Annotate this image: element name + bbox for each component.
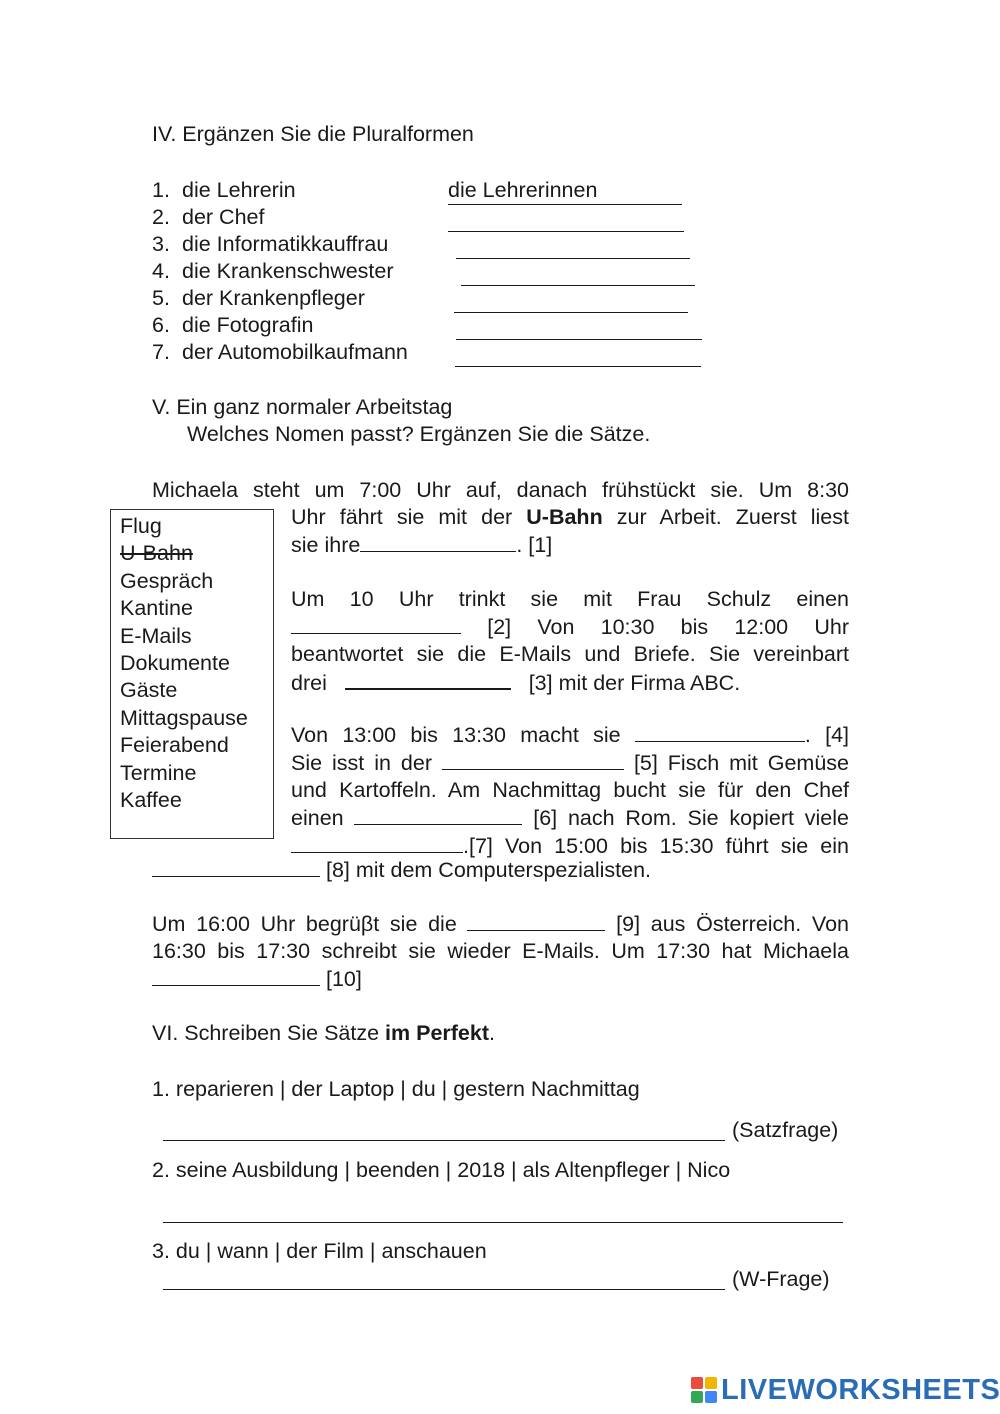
paragraph-4: Um 16:00 Uhr begrüβt sie die [9] aus Österreich. Von 16:30 bis 17:30 schreibt sie wieder E-Mails. Um 17:30 hat Michaela [10] [152,912,849,991]
section-4-title: IV. Ergänzen Sie die Pluralformen [152,122,474,146]
hint-3: (W-Frage) [732,1267,830,1291]
paragraph-3-last-line: [8] mit dem Computerspezialisten. [152,856,651,884]
list-item: 2. der Chef [152,205,265,229]
gap-6[interactable] [354,804,522,825]
answer-field-4[interactable] [461,258,695,286]
section-5-title: V. Ein ganz normaler Arbeitstag [152,395,453,419]
answer-field-6[interactable] [456,312,702,340]
word-box-item: Gäste [120,678,178,703]
word-box-item: Gespräch [120,568,214,593]
answer-field-1[interactable]: die Lehrerinnen [448,177,682,205]
gap-7[interactable] [291,832,463,853]
answer-line-3[interactable] [163,1289,725,1290]
word-box-item: Kantine [120,596,193,621]
liveworksheets-logo-icon [691,1377,717,1403]
answer-line-1[interactable] [163,1140,725,1141]
gap-2[interactable] [291,613,461,634]
list-item: 4. die Krankenschwester [152,259,394,283]
list-item: 7. der Automobilkaufmann [152,340,408,364]
liveworksheets-logo [691,1374,1000,1406]
list-item: 1. die Lehrerin [152,178,296,202]
gap-10[interactable] [152,965,320,986]
perfect-task-2: 2. seine Ausbildung | beenden | 2018 | als Altenpfleger | Nico [152,1158,731,1182]
list-item: 6. die Fotografin [152,313,314,337]
logo-text: LIVEWORKSHEETS [721,1373,1000,1406]
gap-9[interactable] [467,910,605,931]
section-5-instruction: Welches Nomen passt? Ergänzen Sie die Sätze. [187,422,651,446]
list-item: 5. der Krankenpfleger [152,286,365,310]
word-box-item: Mittagspause [120,705,248,730]
gap-1[interactable] [360,531,516,552]
answer-field-7[interactable] [455,339,701,367]
hint-1: (Satzfrage) [732,1118,839,1142]
word-box-item: Flug [120,514,162,538]
answer-line-2[interactable] [163,1222,843,1223]
perfect-task-1: 1. reparieren | der Laptop | du | gestern Nachmittag [152,1077,640,1101]
gap-4[interactable] [635,721,805,742]
word-box-item: E-Mails [120,623,192,648]
answer-field-3[interactable] [456,231,690,259]
word-box-item-used: U-Bahn [120,541,193,566]
gap-3[interactable] [345,668,511,690]
paragraph-1: Uhr fährt sie mit der U-Bahn zur Arbeit. Zuerst liest sie ihre . [1] [291,505,849,557]
section-6-title: VI. Schreiben Sie Sätze im Perfekt. [152,1021,495,1045]
paragraph-3: Von 13:00 bis 13:30 macht sie . [4] Sie isst in der [5] Fisch mit Gemüse und Kartoffeln. Am Nachmittag bucht sie für den Chef einen [6] nach Rom. Sie kopiert viele .[7] Von 15:00 bis 15:30 führt sie ein [291,723,849,858]
perfect-task-3: 3. du | wann | der Film | anschauen [152,1239,487,1263]
word-box-item: Kaffee [120,787,182,812]
paragraph-2: Um 10 Uhr trinkt sie mit Frau Schulz einen [2] Von 10:30 bis 12:00 Uhr beantwortet sie die E-Mails und Briefe. Sie vereinbart drei [3] mit der Firma ABC. [291,587,849,695]
word-box-item: Feierabend [120,733,229,758]
gap-8[interactable] [152,856,320,877]
list-item: 3. die Informatikkauffrau [152,232,389,256]
word-box-item: Termine [120,760,197,785]
word-box [110,509,274,839]
answer-field-5[interactable] [454,285,688,313]
answer-field-2[interactable] [448,204,684,232]
word-box-item: Dokumente [120,650,230,675]
paragraph-1-line-1: Michaela steht um 7:00 Uhr auf, danach frühstückt sie. Um 8:30 [152,478,849,502]
gap-5[interactable] [442,749,624,770]
